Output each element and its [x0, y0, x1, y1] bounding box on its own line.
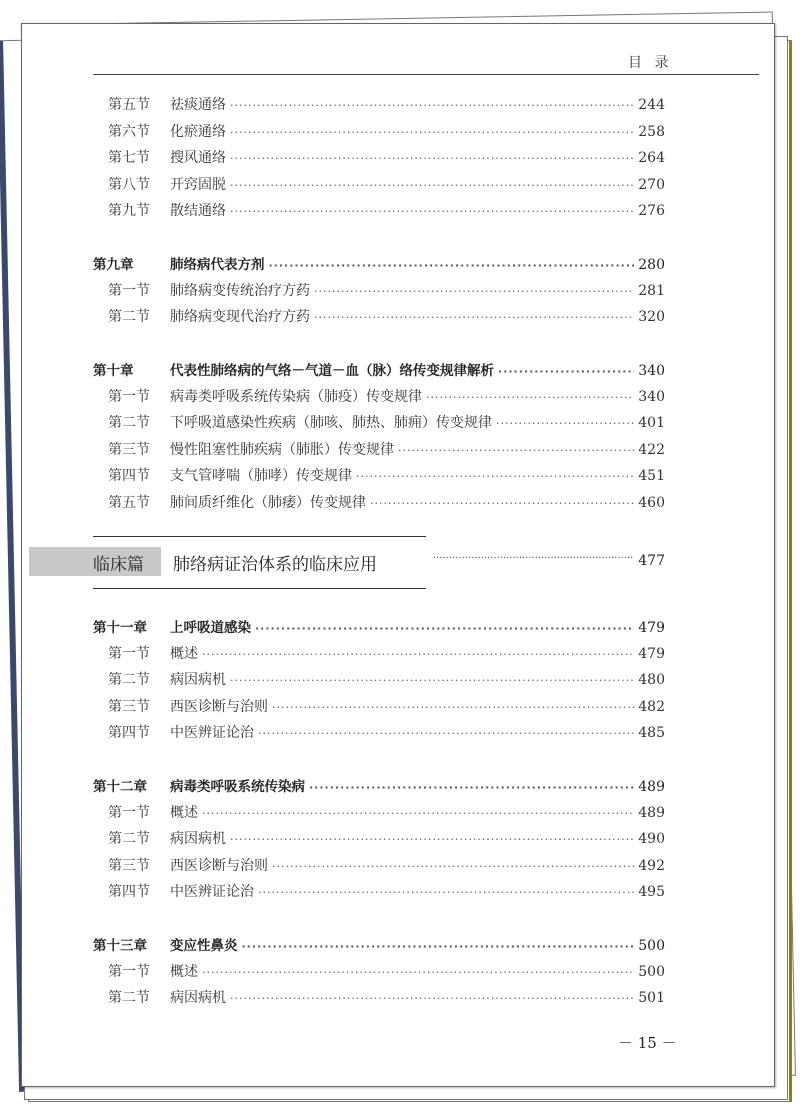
entry-title: 祛痰通络 [170, 97, 226, 113]
entry-title: 西医诊断与治则 [170, 857, 268, 874]
toc-chapter-entry[interactable] [93, 934, 665, 961]
entry-label: 第二节 [108, 990, 150, 1006]
toc-section-entry[interactable] [93, 465, 665, 492]
entry-page: 479 [638, 645, 665, 662]
leader-dots [230, 179, 634, 192]
toc-section-entry[interactable] [93, 802, 665, 829]
table-of-contents [93, 94, 665, 1014]
toc-section-entry[interactable] [93, 855, 665, 882]
spacer [93, 333, 665, 360]
leader-dots [356, 470, 634, 483]
entry-page: 281 [638, 282, 665, 299]
entry-page: 460 [638, 494, 665, 511]
entry-title: 中医辨证论治 [170, 884, 254, 900]
leader-dots [314, 311, 634, 324]
entry-page: 451 [638, 468, 665, 484]
entry-label: 第十二章 [93, 779, 147, 795]
entry-label: 第五节 [108, 494, 150, 511]
entry-page: 340 [638, 363, 665, 379]
entry-page: 485 [638, 725, 665, 741]
leader-dots [314, 285, 634, 298]
entry-title: 肺络病变传统治疗方药 [170, 282, 310, 299]
entry-label: 第三节 [108, 857, 150, 874]
entry-label: 第三节 [108, 698, 150, 715]
top-sections [93, 94, 665, 253]
spacer [93, 749, 665, 776]
entry-label: 第四节 [108, 725, 150, 741]
leader-dots [202, 807, 634, 820]
leader-dots [255, 622, 634, 635]
entry-label: 第九节 [108, 203, 150, 219]
entry-label: 第十三章 [93, 938, 147, 954]
chapters-group-b [93, 616, 665, 1014]
entry-title: 西医诊断与治则 [170, 698, 268, 715]
entry-label: 第十章 [93, 363, 134, 379]
entry-title: 概述 [170, 645, 198, 662]
entry-title: 下呼吸道感染性疾病（肺咳、肺热、肺痈）传变规律 [170, 415, 492, 431]
toc-section-entry[interactable] [93, 174, 665, 201]
leader-dots [426, 391, 634, 404]
entry-title: 支气管哮喘（肺哮）传变规律 [170, 468, 352, 484]
entry-page: 340 [638, 388, 665, 405]
entry-page: 276 [638, 203, 665, 219]
entry-title: 散结通络 [170, 203, 226, 219]
toc-section-entry[interactable] [93, 669, 665, 696]
entry-label: 第八节 [108, 176, 150, 193]
part-heading[interactable] [93, 536, 665, 608]
entry-page: 482 [638, 698, 665, 715]
entry-title: 病因病机 [170, 672, 226, 688]
leader-dots [202, 648, 634, 661]
toc-chapter-entry[interactable] [93, 359, 665, 386]
entry-page: 244 [638, 97, 665, 113]
entry-page: 264 [638, 150, 665, 166]
leader-dots [258, 727, 634, 740]
entry-page: 501 [638, 990, 665, 1006]
toc-chapter-entry[interactable] [93, 775, 665, 802]
leader-dots [230, 126, 634, 139]
header-rule [93, 74, 759, 75]
entry-title: 搜风通络 [170, 150, 226, 166]
entry-label: 第一节 [108, 645, 150, 662]
entry-page: 480 [638, 672, 665, 688]
entry-title: 开窍固脱 [170, 176, 226, 193]
entry-label: 第一节 [108, 388, 150, 405]
leader-dots [498, 365, 634, 378]
part-label: 临床篇 [93, 555, 144, 575]
entry-label: 第五节 [108, 97, 150, 113]
toc-section-entry[interactable] [93, 200, 665, 227]
entry-page: 489 [638, 804, 665, 821]
running-header: 目 录 [628, 55, 673, 71]
toc-section-entry[interactable] [93, 386, 665, 413]
leader-dots [230, 99, 634, 112]
entry-title: 肺络病变现代治疗方药 [170, 309, 310, 325]
page-number: － 15 － [618, 1034, 677, 1052]
entry-title: 病毒类呼吸系统传染病 [170, 779, 305, 795]
toc-section-entry[interactable] [93, 412, 665, 439]
entry-title: 变应性鼻炎 [170, 938, 238, 954]
toc-section-entry[interactable] [93, 306, 665, 333]
leader-dots [496, 417, 634, 430]
leader-dots [230, 833, 634, 846]
entry-title: 化瘀通络 [170, 123, 226, 140]
entry-label: 第二节 [108, 831, 150, 847]
entry-page: 495 [638, 884, 665, 900]
entry-label: 第六节 [108, 123, 150, 140]
toc-section-entry[interactable] [93, 280, 665, 307]
entry-page: 422 [638, 441, 665, 458]
leader-dots [242, 940, 635, 953]
leader-dots [370, 497, 634, 510]
part-page: 477 [638, 553, 665, 569]
entry-title: 概述 [170, 963, 198, 980]
entry-title: 中医辨证论治 [170, 725, 254, 741]
toc-section-entry[interactable] [93, 121, 665, 148]
part-title: 肺络病证治体系的临床应用 [173, 555, 377, 575]
toc-section-entry[interactable] [93, 643, 665, 670]
entry-label: 第一节 [108, 282, 150, 299]
entry-label: 第四节 [108, 884, 150, 900]
toc-section-entry[interactable] [93, 94, 665, 121]
entry-label: 第三节 [108, 441, 150, 458]
toc-chapter-entry[interactable] [93, 616, 665, 643]
leader-dots [230, 152, 634, 165]
entry-page: 280 [638, 257, 665, 273]
leader-dots [272, 860, 634, 873]
entry-page: 500 [638, 938, 665, 954]
leader-dots [230, 205, 634, 218]
entry-page: 492 [638, 857, 665, 874]
leader-dots [398, 444, 634, 457]
spacer [93, 908, 665, 935]
part-top-rule [93, 536, 426, 537]
entry-label: 第十一章 [93, 620, 147, 636]
leader-dots [269, 259, 635, 272]
leader-dots [202, 966, 634, 979]
leader-dots [230, 992, 634, 1005]
toc-section-entry[interactable] [93, 492, 665, 519]
entry-title: 病因病机 [170, 831, 226, 847]
chapters-group-a [93, 253, 665, 518]
entry-label: 第七节 [108, 150, 150, 166]
entry-title: 慢性阻塞性肺疾病（肺胀）传变规律 [170, 441, 394, 458]
entry-page: 500 [638, 963, 665, 980]
entry-title: 病因病机 [170, 990, 226, 1006]
entry-title: 代表性肺络病的气络－气道－血（脉）络传变规律解析 [170, 363, 494, 379]
leader-dots [309, 781, 634, 794]
leader-dots [230, 674, 634, 687]
entry-title: 上呼吸道感染 [170, 620, 251, 636]
entry-page: 270 [638, 176, 665, 193]
toc-section-entry[interactable] [93, 147, 665, 174]
entry-title: 病毒类呼吸系统传染病（肺疫）传变规律 [170, 388, 422, 405]
entry-title: 肺间质纤维化（肺痿）传变规律 [170, 494, 366, 511]
entry-label: 第一节 [108, 804, 150, 821]
toc-section-entry[interactable] [93, 961, 665, 988]
toc-chapter-entry[interactable] [93, 253, 665, 280]
toc-section-entry[interactable] [93, 722, 665, 749]
part-bottom-rule [93, 588, 426, 589]
entry-label: 第二节 [108, 672, 150, 688]
entry-title: 概述 [170, 804, 198, 821]
leader-dots [258, 886, 634, 899]
entry-title: 肺络病代表方剂 [170, 257, 265, 273]
leader-dots [272, 701, 634, 714]
entry-label: 第二节 [108, 309, 150, 325]
toc-section-entry[interactable] [93, 696, 665, 723]
entry-label: 第四节 [108, 468, 150, 484]
toc-section-entry[interactable] [93, 881, 665, 908]
entry-page: 258 [638, 123, 665, 140]
toc-section-entry[interactable] [93, 439, 665, 466]
entry-page: 490 [638, 831, 665, 847]
leader-dots [433, 553, 633, 564]
toc-section-entry[interactable] [93, 828, 665, 855]
entry-label: 第九章 [93, 257, 134, 273]
entry-page: 479 [638, 620, 665, 636]
entry-page: 401 [638, 415, 665, 431]
entry-label: 第一节 [108, 963, 150, 980]
entry-label: 第二节 [108, 415, 150, 431]
entry-page: 320 [638, 309, 665, 325]
spacer [93, 227, 665, 254]
entry-page: 489 [638, 779, 665, 795]
toc-section-entry[interactable] [93, 987, 665, 1014]
